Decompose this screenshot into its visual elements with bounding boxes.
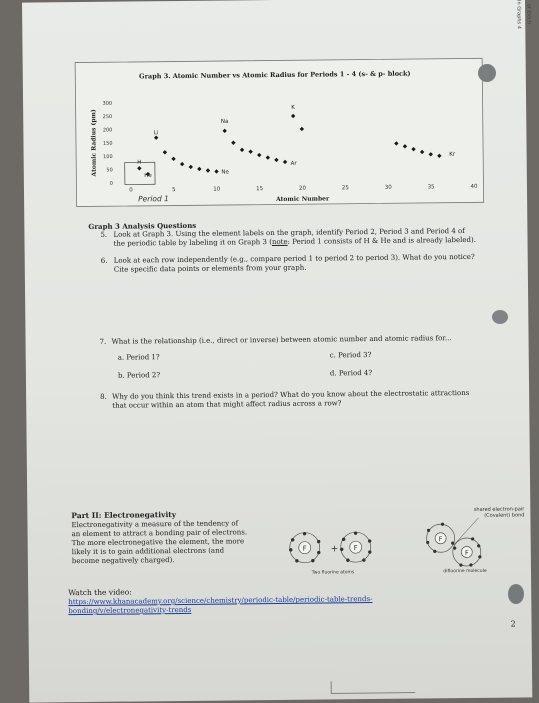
video-link-line2[interactable]: bonding/v/electronegativity-trends [68, 605, 192, 616]
y-tick-label: 200 [102, 127, 113, 134]
x-tick-label: 5 [172, 187, 176, 194]
element-label: H [137, 159, 142, 166]
element-label: Ne [221, 169, 229, 176]
fluorine-atom-right [340, 531, 372, 562]
y-tick-label: 250 [102, 114, 113, 121]
y-tick-label: 100 [103, 154, 113, 161]
x-tick-label: 10 [213, 186, 221, 193]
caption-difluorine-molecule: difluorine molecule [443, 568, 487, 575]
worksheet-page [22, 0, 532, 703]
difluorine-molecule [426, 518, 482, 567]
part-2-heading: Part II: Electronegativity [71, 510, 177, 521]
background-blob-bottom [508, 584, 524, 604]
page-number: 2 [510, 619, 516, 629]
x-tick-label: 30 [384, 184, 392, 191]
y-tick-label: 300 [102, 100, 113, 107]
plus-sign: + [330, 544, 339, 555]
analysis-heading: Graph 3 Analysis Questions [88, 220, 197, 231]
x-tick-label: 20 [298, 185, 307, 192]
element-label: K [291, 104, 295, 111]
background-blob-middle [492, 310, 508, 324]
part-2-section: Part II: Electronegativity Electronegativity a measure of the tendency of an element to attract a bonding pair of electrons. The more electronegative the element, the more likely it is to gain additional electrons (and become negatively charged). [71, 510, 248, 566]
fluorine-atom-left [289, 532, 321, 563]
x-tick-label: 25 [341, 185, 349, 192]
svg-text:F: F [353, 544, 358, 553]
question-7: 7. What is the relationship (i.e., direct or inverse) between atomic number and atomic radius for... a. Period 1? b. Period 2? c. Period 3? d. Period 4? [99, 334, 452, 380]
element-label: Na [220, 118, 229, 125]
period-1-annotation: Period 1 [138, 194, 169, 204]
svg-text:F: F [464, 548, 469, 558]
svg-text:F: F [438, 535, 443, 544]
element-label: Li [153, 130, 159, 137]
question-5: 5. Look at Graph 3. Using the element labels on the graph, identify Period 2, Period 3 and Period 4 of the periodic table by labeling it on Graph 3 (note: Period 1 consists of H & He and is already labeled). [100, 227, 476, 248]
background-blob-top [478, 64, 496, 82]
chart-title: Graph 3. Atomic Number vs Atomic Radius for Periods 1 - 4 (s- & p- block) [138, 69, 411, 81]
y-tick-label: 50 [106, 167, 113, 174]
question-6: 6. Look at each row independently (e.g., compare period 1 to period 2 to period 3). What do you notice? Cite specific data points or elements from your graph. [100, 252, 475, 274]
x-tick-label: 15 [256, 186, 264, 193]
y-tick-label: 0 [109, 180, 113, 187]
element-label: Kr [449, 151, 456, 158]
corner-note: In Graphs 4 of Electr [515, 0, 532, 29]
x-tick-label: 0 [129, 187, 133, 194]
x-tick-label: 40 [470, 183, 478, 190]
x-tick-label: 35 [427, 184, 435, 191]
atomic-radius-chart [75, 58, 484, 207]
pencil-mark [329, 679, 419, 700]
element-label: Ar [290, 160, 297, 167]
video-link-line1[interactable]: https://www.khanacademy.org/science/chemistry/periodic-table/periodic-table-trends- [68, 594, 373, 607]
shared-pair-note: shared electron-pair (Covalent) bond [473, 506, 525, 519]
x-axis-label: Atomic Number [276, 195, 330, 203]
element-label: He [144, 172, 152, 180]
y-axis-label: Atomic Radius (pm) [90, 109, 98, 177]
question-8: 8. Why do you think this trend exists in a period? What do you know about the electrostatic attractions that occur within an atom that might affect radius across a row? [100, 388, 470, 410]
watch-video-label: Watch the video: [68, 587, 132, 598]
svg-text:F: F [302, 544, 307, 553]
caption-two-fluorine-atoms: Two fluorine atoms [311, 570, 355, 576]
y-tick-label: 150 [102, 140, 113, 147]
